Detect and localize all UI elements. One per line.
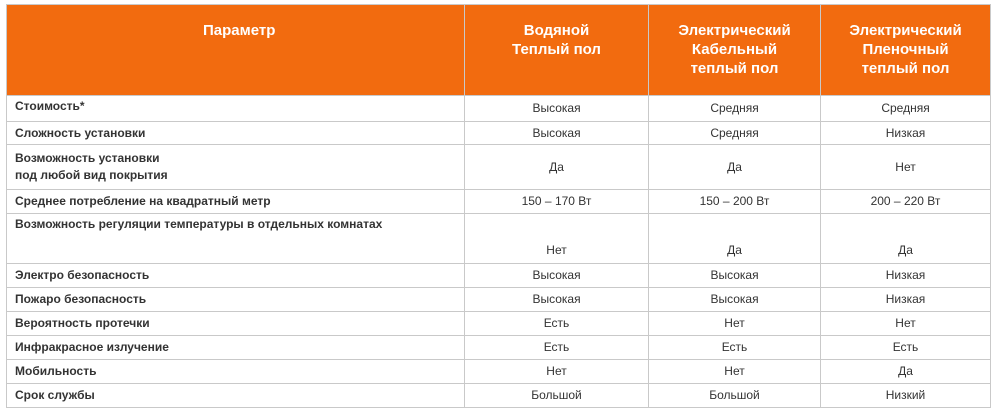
cell-water: Высокая — [465, 264, 649, 288]
row-label: Среднее потребление на квадратный метр — [7, 190, 465, 214]
cell-film: Низкая — [821, 264, 991, 288]
header-cable-floor — [649, 5, 821, 96]
comparison-table-container — [6, 4, 990, 408]
table-row — [7, 336, 991, 360]
cell-film: Нет — [821, 145, 991, 190]
cell-water: Да — [465, 145, 649, 190]
cell-cable: Большой — [649, 384, 821, 408]
cell-film: Низкая — [821, 288, 991, 312]
row-label: Инфракрасное излучение — [7, 336, 465, 360]
table-header — [7, 5, 991, 96]
row-label-text: Возможность установки под любой вид покрытия — [15, 151, 168, 182]
header-parameter — [7, 5, 465, 96]
cell-film: Низкая — [821, 122, 991, 145]
header-film-floor — [821, 5, 991, 96]
cell-film: Нет — [821, 312, 991, 336]
cell-water: Высокая — [465, 96, 649, 122]
row-label: Срок службы — [7, 384, 465, 408]
comparison-table — [6, 4, 991, 408]
row-label — [7, 145, 465, 190]
header-parameter-label: Параметр — [203, 22, 276, 39]
table-row — [7, 214, 991, 264]
cell-cable: Нет — [649, 360, 821, 384]
cell-water: Большой — [465, 384, 649, 408]
header-film-floor-label: Электрический Пленочный теплый пол — [849, 22, 962, 77]
cell-water: Высокая — [465, 288, 649, 312]
table-row — [7, 190, 991, 214]
table-row — [7, 122, 991, 145]
table-row — [7, 96, 991, 122]
cell-cable: Средняя — [649, 122, 821, 145]
table-row — [7, 145, 991, 190]
table-row — [7, 360, 991, 384]
table-body — [7, 96, 991, 408]
header-cable-floor-label: Электрический Кабельный теплый пол — [678, 22, 791, 77]
cell-cable: Нет — [649, 312, 821, 336]
cell-cable: Да — [649, 145, 821, 190]
row-label: Сложность установки — [7, 122, 465, 145]
table-row — [7, 384, 991, 408]
table-row — [7, 312, 991, 336]
cell-water: Есть — [465, 336, 649, 360]
cell-water: 150 – 170 Вт — [465, 190, 649, 214]
cell-film: Да — [821, 360, 991, 384]
cell-water: Нет — [465, 360, 649, 384]
cell-water: Есть — [465, 312, 649, 336]
row-label: Пожаро безопасность — [7, 288, 465, 312]
cell-cable: Высокая — [649, 264, 821, 288]
header-water-floor — [465, 5, 649, 96]
cell-film: Есть — [821, 336, 991, 360]
cell-film: 200 – 220 Вт — [821, 190, 991, 214]
cell-film: Средняя — [821, 96, 991, 122]
row-label: Мобильность — [7, 360, 465, 384]
table-row — [7, 264, 991, 288]
cell-cable: Средняя — [649, 96, 821, 122]
cell-water: Высокая — [465, 122, 649, 145]
cell-film: Низкий — [821, 384, 991, 408]
row-label: Стоимость* — [7, 96, 465, 122]
cell-water: Нет — [465, 214, 649, 264]
row-label: Электро безопасность — [7, 264, 465, 288]
header-water-floor-label: Водяной Теплый пол — [512, 22, 601, 58]
header-row — [7, 5, 991, 96]
cell-film: Да — [821, 214, 991, 264]
table-row — [7, 288, 991, 312]
cell-cable: Да — [649, 214, 821, 264]
row-label: Возможность регуляции температуры в отдельных комнатах — [7, 214, 465, 264]
cell-cable: 150 – 200 Вт — [649, 190, 821, 214]
cell-cable: Есть — [649, 336, 821, 360]
row-label: Вероятность протечки — [7, 312, 465, 336]
cell-cable: Высокая — [649, 288, 821, 312]
